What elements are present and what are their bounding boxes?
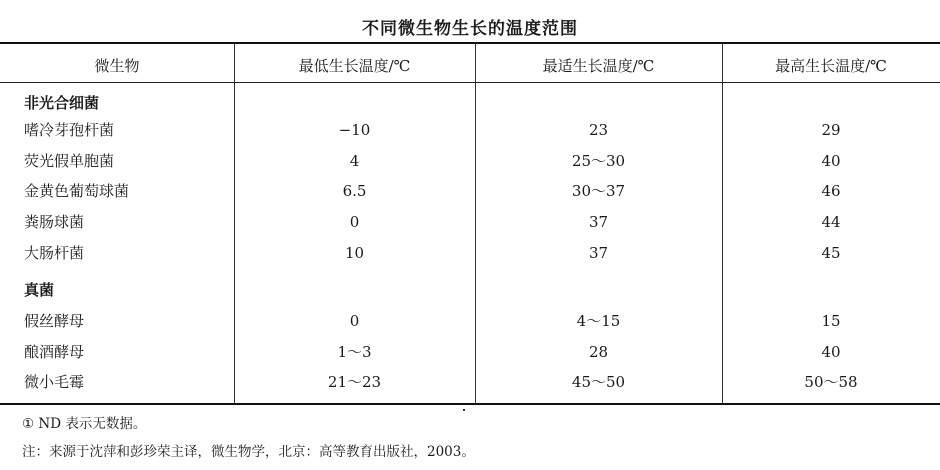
header-min-temp: 最低生长温度/℃: [298, 57, 411, 75]
header-max-temp: 最高生长温度/℃: [775, 57, 887, 75]
organism-name: 微小毛霉: [24, 373, 85, 391]
optimal-temp-value: 37: [588, 213, 609, 231]
table-row: [0, 339, 940, 365]
optimal-temp-value: 30～37: [571, 182, 626, 200]
footnote: ① ND 表示无数据。: [22, 416, 147, 432]
table-row: [0, 117, 940, 143]
organism-name: 粪肠球菌: [24, 213, 85, 231]
min-temp-value: 21～23: [327, 373, 382, 391]
organism-name: 荧光假单胞菌: [24, 152, 115, 170]
group-label: 非光合细菌: [24, 94, 100, 112]
top-rule: [0, 42, 940, 44]
table-row: [0, 308, 940, 334]
optimal-temp-value: 37: [588, 244, 609, 262]
min-temp-value: 1～3: [337, 343, 372, 361]
table-row: [0, 209, 940, 235]
max-temp-value: 45: [821, 244, 841, 262]
min-temp-value: 0: [349, 312, 360, 330]
table-row: [0, 369, 940, 395]
min-temp-value: 10: [344, 244, 365, 262]
min-temp-value: 4: [349, 152, 360, 170]
max-temp-value: 50～58: [804, 373, 858, 391]
header-optimal-temp: 最适生长温度/℃: [542, 57, 655, 75]
table-title: 不同微生物生长的温度范围: [362, 19, 578, 39]
max-temp-value: 44: [821, 213, 841, 231]
optimal-temp-value: 4～15: [576, 312, 621, 330]
optimal-temp-value: 23: [588, 121, 609, 139]
max-temp-value: 46: [821, 182, 841, 200]
organism-name: 酿酒酵母: [24, 343, 85, 361]
scan-dot: [463, 409, 465, 411]
optimal-temp-value: 25～30: [571, 152, 626, 170]
table-row: [0, 240, 940, 266]
table-row: [0, 178, 940, 204]
min-temp-value: 6.5: [342, 182, 367, 200]
table-row: [0, 148, 940, 174]
min-temp-value: −10: [338, 121, 371, 139]
header-rule: [0, 82, 940, 83]
min-temp-value: 0: [349, 213, 360, 231]
organism-name: 金黄色葡萄球菌: [24, 182, 130, 200]
max-temp-value: 15: [821, 312, 841, 330]
group-label: 真菌: [24, 281, 55, 299]
optimal-temp-value: 28: [588, 343, 609, 361]
optimal-temp-value: 45～50: [571, 373, 626, 391]
max-temp-value: 40: [821, 152, 841, 170]
max-temp-value: 40: [821, 343, 841, 361]
organism-name: 嗜冷芽孢杆菌: [24, 121, 115, 139]
source-note: 注：来源于沈萍和彭珍荣主译，微生物学，北京：高等教育出版社，2003。: [22, 444, 475, 460]
header-microorganism: 微生物: [94, 57, 140, 75]
max-temp-value: 29: [821, 121, 841, 139]
organism-name: 假丝酵母: [24, 312, 85, 330]
organism-name: 大肠杆菌: [24, 244, 85, 262]
bottom-rule: [0, 403, 940, 405]
